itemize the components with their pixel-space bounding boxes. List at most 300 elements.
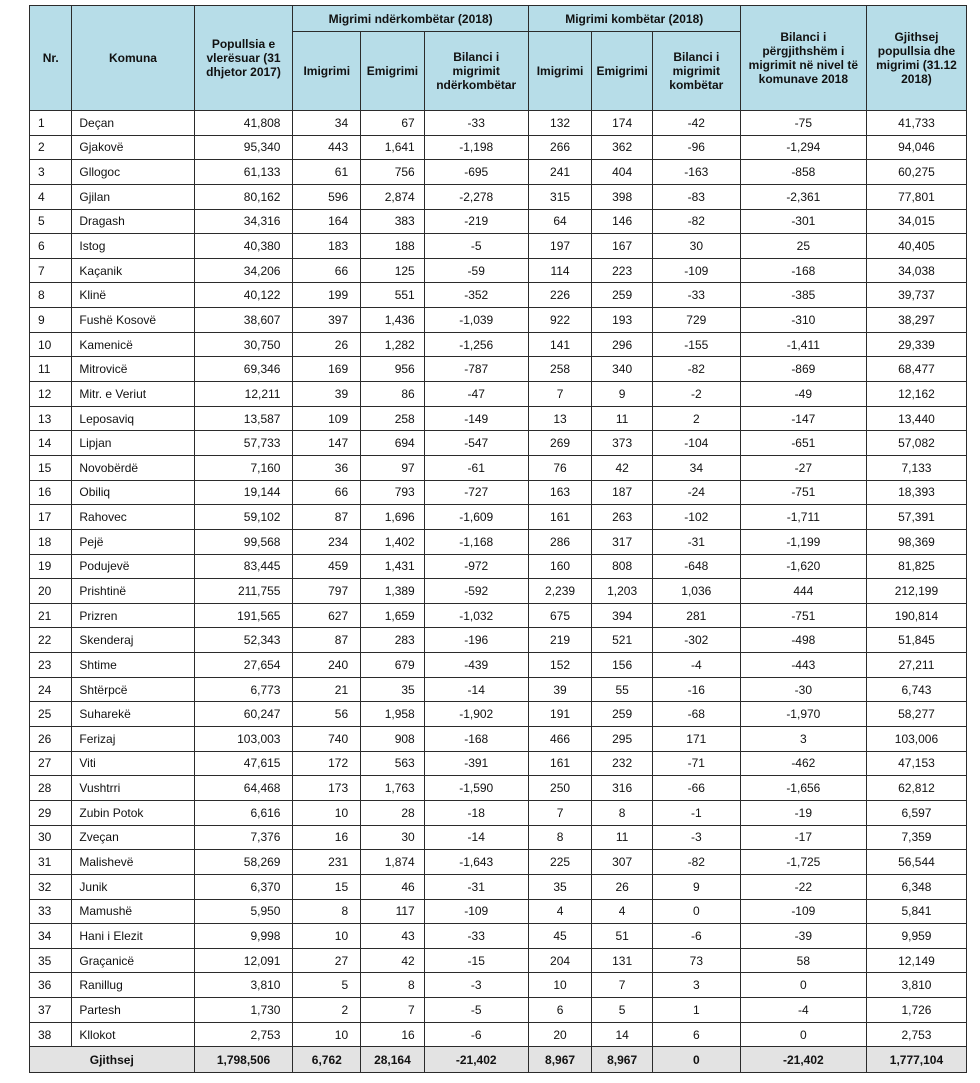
nat-emigration: 1,203 — [592, 579, 653, 604]
municipality-name: Suharekë — [72, 702, 194, 727]
row-nr: 29 — [30, 800, 72, 825]
nat-balance: -31 — [652, 529, 740, 554]
nat-emigration: 373 — [592, 431, 653, 456]
intl-immigration: 627 — [293, 603, 361, 628]
municipality-name: Obiliq — [72, 480, 194, 505]
total-balance: 3 — [740, 727, 866, 752]
total-balance: -1,656 — [740, 776, 866, 801]
header-nat-emigration: Emigrimi — [592, 32, 653, 111]
municipality-name: Partesh — [72, 998, 194, 1023]
total-population: 1,798,506 — [194, 1047, 293, 1073]
nat-immigration: 226 — [528, 283, 592, 308]
intl-balance: -61 — [424, 455, 528, 480]
table-row — [30, 628, 967, 653]
population-2018: 77,801 — [866, 184, 966, 209]
intl-emigration: 2,874 — [361, 184, 425, 209]
population-2018: 2,753 — [866, 1022, 966, 1047]
intl-emigration: 42 — [361, 948, 425, 973]
table-row — [30, 653, 967, 678]
total-balance: -858 — [740, 160, 866, 185]
municipality-name: Dragash — [72, 209, 194, 234]
intl-emigration: 1,763 — [361, 776, 425, 801]
total-label: Gjithsej — [30, 1047, 195, 1073]
total-balance: -109 — [740, 899, 866, 924]
nat-balance: 1 — [652, 998, 740, 1023]
nat-immigration: 8 — [528, 825, 592, 850]
intl-immigration: 740 — [293, 727, 361, 752]
intl-emigration: 756 — [361, 160, 425, 185]
intl-emigration: 35 — [361, 677, 425, 702]
intl-immigration: 5 — [293, 973, 361, 998]
intl-balance: -59 — [424, 258, 528, 283]
total-intl-immigration: 6,762 — [293, 1047, 361, 1073]
intl-balance: -1,902 — [424, 702, 528, 727]
table-footer — [30, 1047, 967, 1073]
row-nr: 7 — [30, 258, 72, 283]
nat-balance: -163 — [652, 160, 740, 185]
row-nr: 21 — [30, 603, 72, 628]
nat-immigration: 286 — [528, 529, 592, 554]
nat-immigration: 219 — [528, 628, 592, 653]
nat-balance: -648 — [652, 554, 740, 579]
intl-balance: -3 — [424, 973, 528, 998]
total-balance: -385 — [740, 283, 866, 308]
nat-immigration: 160 — [528, 554, 592, 579]
intl-immigration: 234 — [293, 529, 361, 554]
nat-balance: -82 — [652, 357, 740, 382]
table-row — [30, 258, 967, 283]
nat-emigration: 146 — [592, 209, 653, 234]
nat-balance: 2 — [652, 406, 740, 431]
table-row — [30, 727, 967, 752]
municipality-name: Leposaviq — [72, 406, 194, 431]
intl-emigration: 956 — [361, 357, 425, 382]
table-row — [30, 899, 967, 924]
nat-immigration: 250 — [528, 776, 592, 801]
intl-immigration: 10 — [293, 800, 361, 825]
total-intl-balance: -21,402 — [424, 1047, 528, 1073]
total-balance: -2,361 — [740, 184, 866, 209]
nat-balance: -302 — [652, 628, 740, 653]
population-2017: 7,160 — [194, 455, 293, 480]
population-2017: 6,773 — [194, 677, 293, 702]
intl-balance: -15 — [424, 948, 528, 973]
population-2018: 98,369 — [866, 529, 966, 554]
row-nr: 12 — [30, 382, 72, 407]
population-2018: 58,277 — [866, 702, 966, 727]
population-2017: 3,810 — [194, 973, 293, 998]
intl-immigration: 173 — [293, 776, 361, 801]
intl-immigration: 61 — [293, 160, 361, 185]
row-nr: 14 — [30, 431, 72, 456]
nat-balance: 3 — [652, 973, 740, 998]
intl-immigration: 87 — [293, 628, 361, 653]
table-row — [30, 160, 967, 185]
header-final-population: Gjithsej popullsia dhe migrimi (31.12 2018) — [866, 6, 966, 111]
intl-balance: -219 — [424, 209, 528, 234]
nat-emigration: 316 — [592, 776, 653, 801]
table-row — [30, 209, 967, 234]
nat-balance: -2 — [652, 382, 740, 407]
intl-emigration: 1,436 — [361, 308, 425, 333]
header-nat-balance: Bilanci i migrimit kombëtar — [652, 32, 740, 111]
intl-emigration: 16 — [361, 1022, 425, 1047]
intl-immigration: 2 — [293, 998, 361, 1023]
row-nr: 31 — [30, 850, 72, 875]
row-nr: 1 — [30, 111, 72, 136]
nat-immigration: 204 — [528, 948, 592, 973]
total-balance: -27 — [740, 455, 866, 480]
nat-emigration: 232 — [592, 751, 653, 776]
nat-immigration: 6 — [528, 998, 592, 1023]
population-2018: 212,199 — [866, 579, 966, 604]
municipality-name: Kllokot — [72, 1022, 194, 1047]
nat-immigration: 315 — [528, 184, 592, 209]
total-row — [30, 1047, 967, 1073]
nat-balance: -104 — [652, 431, 740, 456]
total-balance: -751 — [740, 480, 866, 505]
intl-immigration: 87 — [293, 505, 361, 530]
intl-immigration: 56 — [293, 702, 361, 727]
intl-emigration: 283 — [361, 628, 425, 653]
nat-immigration: 132 — [528, 111, 592, 136]
table-row — [30, 111, 967, 136]
population-2018: 47,153 — [866, 751, 966, 776]
population-2017: 12,211 — [194, 382, 293, 407]
intl-emigration: 8 — [361, 973, 425, 998]
intl-emigration: 86 — [361, 382, 425, 407]
total-balance: -75 — [740, 111, 866, 136]
nat-emigration: 263 — [592, 505, 653, 530]
population-2017: 6,370 — [194, 874, 293, 899]
nat-balance: 729 — [652, 308, 740, 333]
population-2017: 95,340 — [194, 135, 293, 160]
row-nr: 19 — [30, 554, 72, 579]
intl-balance: -547 — [424, 431, 528, 456]
table-row — [30, 382, 967, 407]
municipality-name: Vushtrri — [72, 776, 194, 801]
population-2018: 5,841 — [866, 899, 966, 924]
nat-balance: 9 — [652, 874, 740, 899]
total-balance: 25 — [740, 234, 866, 259]
intl-immigration: 34 — [293, 111, 361, 136]
nat-emigration: 340 — [592, 357, 653, 382]
row-nr: 37 — [30, 998, 72, 1023]
total-balance: -1,294 — [740, 135, 866, 160]
header-nat-immigration: Imigrimi — [528, 32, 592, 111]
intl-emigration: 117 — [361, 899, 425, 924]
intl-emigration: 7 — [361, 998, 425, 1023]
population-2017: 80,162 — [194, 184, 293, 209]
municipality-name: Ferizaj — [72, 727, 194, 752]
nat-immigration: 114 — [528, 258, 592, 283]
population-2018: 7,359 — [866, 825, 966, 850]
intl-balance: -149 — [424, 406, 528, 431]
population-2018: 6,348 — [866, 874, 966, 899]
row-nr: 8 — [30, 283, 72, 308]
population-2018: 6,743 — [866, 677, 966, 702]
nat-balance: -1 — [652, 800, 740, 825]
population-2017: 9,998 — [194, 924, 293, 949]
population-2017: 34,316 — [194, 209, 293, 234]
total-balance: -4 — [740, 998, 866, 1023]
nat-emigration: 7 — [592, 973, 653, 998]
table-row — [30, 800, 967, 825]
nat-immigration: 266 — [528, 135, 592, 160]
municipality-name: Zveçan — [72, 825, 194, 850]
intl-balance: -31 — [424, 874, 528, 899]
nat-balance: -42 — [652, 111, 740, 136]
intl-emigration: 30 — [361, 825, 425, 850]
nat-balance: 1,036 — [652, 579, 740, 604]
intl-immigration: 26 — [293, 332, 361, 357]
population-2017: 38,607 — [194, 308, 293, 333]
header-komuna: Komuna — [72, 6, 194, 111]
municipality-name: Podujevë — [72, 554, 194, 579]
nat-emigration: 521 — [592, 628, 653, 653]
nat-balance: -66 — [652, 776, 740, 801]
population-2018: 40,405 — [866, 234, 966, 259]
nat-immigration: 2,239 — [528, 579, 592, 604]
header-nat-group: Migrimi kombëtar (2018) — [528, 6, 740, 32]
intl-immigration: 164 — [293, 209, 361, 234]
municipality-name: Prishtinë — [72, 579, 194, 604]
row-nr: 22 — [30, 628, 72, 653]
municipality-name: Klinë — [72, 283, 194, 308]
nat-emigration: 11 — [592, 825, 653, 850]
municipality-name: Skenderaj — [72, 628, 194, 653]
nat-immigration: 241 — [528, 160, 592, 185]
intl-balance: -727 — [424, 480, 528, 505]
header-intl-immigration: Imigrimi — [293, 32, 361, 111]
intl-balance: -1,256 — [424, 332, 528, 357]
nat-balance: 73 — [652, 948, 740, 973]
intl-balance: -109 — [424, 899, 528, 924]
intl-emigration: 1,641 — [361, 135, 425, 160]
total-nat-emigration: 8,967 — [592, 1047, 653, 1073]
population-2017: 69,346 — [194, 357, 293, 382]
intl-balance: -33 — [424, 111, 528, 136]
nat-emigration: 11 — [592, 406, 653, 431]
table-row — [30, 603, 967, 628]
intl-immigration: 240 — [293, 653, 361, 678]
table-row — [30, 357, 967, 382]
population-2018: 12,149 — [866, 948, 966, 973]
total-balance: -651 — [740, 431, 866, 456]
nat-emigration: 259 — [592, 283, 653, 308]
nat-immigration: 20 — [528, 1022, 592, 1047]
population-2018: 29,339 — [866, 332, 966, 357]
population-2018: 6,597 — [866, 800, 966, 825]
row-nr: 2 — [30, 135, 72, 160]
nat-balance: -3 — [652, 825, 740, 850]
total-nat-balance: 0 — [652, 1047, 740, 1073]
intl-emigration: 125 — [361, 258, 425, 283]
nat-balance: -109 — [652, 258, 740, 283]
municipality-name: Junik — [72, 874, 194, 899]
total-balance: -1,199 — [740, 529, 866, 554]
nat-emigration: 808 — [592, 554, 653, 579]
row-nr: 26 — [30, 727, 72, 752]
table-row — [30, 184, 967, 209]
intl-emigration: 694 — [361, 431, 425, 456]
municipality-name: Mamushë — [72, 899, 194, 924]
population-2018: 39,737 — [866, 283, 966, 308]
intl-immigration: 443 — [293, 135, 361, 160]
population-2018: 34,038 — [866, 258, 966, 283]
intl-immigration: 39 — [293, 382, 361, 407]
population-2018: 103,006 — [866, 727, 966, 752]
nat-immigration: 197 — [528, 234, 592, 259]
intl-emigration: 679 — [361, 653, 425, 678]
intl-emigration: 1,958 — [361, 702, 425, 727]
nat-immigration: 10 — [528, 973, 592, 998]
municipality-name: Malishevë — [72, 850, 194, 875]
table-row — [30, 406, 967, 431]
intl-balance: -391 — [424, 751, 528, 776]
population-2017: 41,808 — [194, 111, 293, 136]
nat-balance: -33 — [652, 283, 740, 308]
municipality-name: Prizren — [72, 603, 194, 628]
nat-immigration: 13 — [528, 406, 592, 431]
nat-balance: 171 — [652, 727, 740, 752]
total-balance: -869 — [740, 357, 866, 382]
population-2018: 68,477 — [866, 357, 966, 382]
nat-immigration: 141 — [528, 332, 592, 357]
row-nr: 35 — [30, 948, 72, 973]
intl-emigration: 1,696 — [361, 505, 425, 530]
nat-emigration: 362 — [592, 135, 653, 160]
total-balance: -1,620 — [740, 554, 866, 579]
population-2017: 40,380 — [194, 234, 293, 259]
intl-immigration: 8 — [293, 899, 361, 924]
municipality-name: Shtime — [72, 653, 194, 678]
intl-balance: -592 — [424, 579, 528, 604]
row-nr: 25 — [30, 702, 72, 727]
population-2017: 52,343 — [194, 628, 293, 653]
nat-balance: -24 — [652, 480, 740, 505]
population-2018: 56,544 — [866, 850, 966, 875]
intl-emigration: 46 — [361, 874, 425, 899]
population-2018: 9,959 — [866, 924, 966, 949]
intl-emigration: 188 — [361, 234, 425, 259]
intl-balance: -5 — [424, 234, 528, 259]
population-2017: 40,122 — [194, 283, 293, 308]
intl-balance: -695 — [424, 160, 528, 185]
intl-immigration: 66 — [293, 258, 361, 283]
municipality-name: Pejë — [72, 529, 194, 554]
nat-emigration: 307 — [592, 850, 653, 875]
population-2018: 3,810 — [866, 973, 966, 998]
table-row — [30, 554, 967, 579]
nat-emigration: 14 — [592, 1022, 653, 1047]
row-nr: 9 — [30, 308, 72, 333]
nat-emigration: 9 — [592, 382, 653, 407]
total-balance: -443 — [740, 653, 866, 678]
nat-emigration: 55 — [592, 677, 653, 702]
intl-balance: -1,643 — [424, 850, 528, 875]
intl-immigration: 66 — [293, 480, 361, 505]
municipality-name: Rahovec — [72, 505, 194, 530]
intl-balance: -2,278 — [424, 184, 528, 209]
intl-immigration: 10 — [293, 924, 361, 949]
population-2017: 64,468 — [194, 776, 293, 801]
row-nr: 34 — [30, 924, 72, 949]
municipality-name: Lipjan — [72, 431, 194, 456]
total-balance: 0 — [740, 973, 866, 998]
row-nr: 20 — [30, 579, 72, 604]
intl-balance: -33 — [424, 924, 528, 949]
table-row — [30, 455, 967, 480]
intl-emigration: 793 — [361, 480, 425, 505]
population-2017: 12,091 — [194, 948, 293, 973]
nat-balance: -82 — [652, 850, 740, 875]
nat-balance: 30 — [652, 234, 740, 259]
nat-emigration: 398 — [592, 184, 653, 209]
municipality-name: Gjilan — [72, 184, 194, 209]
nat-balance: -83 — [652, 184, 740, 209]
intl-immigration: 199 — [293, 283, 361, 308]
nat-immigration: 269 — [528, 431, 592, 456]
nat-emigration: 259 — [592, 702, 653, 727]
intl-immigration: 797 — [293, 579, 361, 604]
total-balance: -19 — [740, 800, 866, 825]
intl-emigration: 1,389 — [361, 579, 425, 604]
table-row — [30, 825, 967, 850]
table-row — [30, 776, 967, 801]
total-balance: -1,711 — [740, 505, 866, 530]
nat-balance: -16 — [652, 677, 740, 702]
nat-emigration: 223 — [592, 258, 653, 283]
total-balance: -1,411 — [740, 332, 866, 357]
total-balance: 58 — [740, 948, 866, 973]
intl-emigration: 1,402 — [361, 529, 425, 554]
total-balance: -1,970 — [740, 702, 866, 727]
nat-immigration: 191 — [528, 702, 592, 727]
intl-emigration: 551 — [361, 283, 425, 308]
nat-balance: -155 — [652, 332, 740, 357]
nat-emigration: 42 — [592, 455, 653, 480]
nat-immigration: 7 — [528, 800, 592, 825]
nat-emigration: 156 — [592, 653, 653, 678]
intl-balance: -14 — [424, 825, 528, 850]
intl-immigration: 10 — [293, 1022, 361, 1047]
population-2018: 13,440 — [866, 406, 966, 431]
nat-balance: 281 — [652, 603, 740, 628]
intl-balance: -5 — [424, 998, 528, 1023]
population-2017: 58,269 — [194, 850, 293, 875]
total-intl-emigration: 28,164 — [361, 1047, 425, 1073]
table-row — [30, 973, 967, 998]
population-2017: 61,133 — [194, 160, 293, 185]
nat-immigration: 35 — [528, 874, 592, 899]
total-overall-balance: -21,402 — [740, 1047, 866, 1073]
population-2017: 59,102 — [194, 505, 293, 530]
population-2018: 7,133 — [866, 455, 966, 480]
total-final-population: 1,777,104 — [866, 1047, 966, 1073]
table-row — [30, 677, 967, 702]
municipality-name: Shtërpcë — [72, 677, 194, 702]
population-2018: 57,391 — [866, 505, 966, 530]
population-2017: 47,615 — [194, 751, 293, 776]
total-balance: -30 — [740, 677, 866, 702]
row-nr: 38 — [30, 1022, 72, 1047]
nat-emigration: 295 — [592, 727, 653, 752]
intl-immigration: 231 — [293, 850, 361, 875]
nat-balance: 6 — [652, 1022, 740, 1047]
population-2018: 12,162 — [866, 382, 966, 407]
row-nr: 13 — [30, 406, 72, 431]
